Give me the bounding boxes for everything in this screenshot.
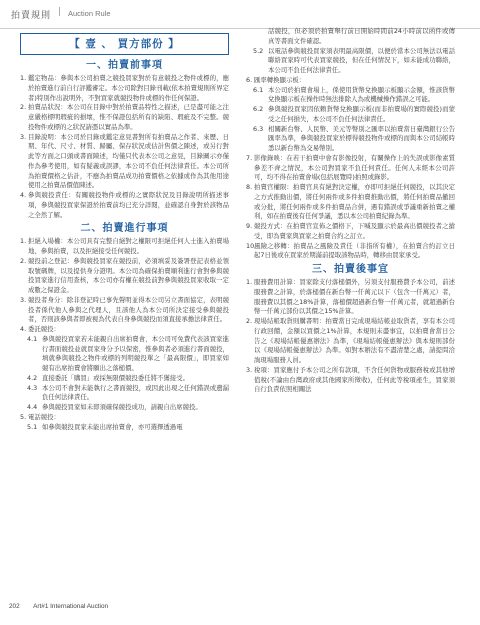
item-text: 風險之移轉：拍賣品之風險及責任（非指所有權），在拍賣合約訂立日起7日後或在買家於期滿前提取該物品時，轉移由買家承受。 (254, 241, 455, 260)
item-text: 競投方式：在拍賣官宣佈之價格下，下喊及顯示於最高出價競投者之搶受，即為賣家與買家之拍賣合約之訂立。 (254, 222, 455, 240)
currency-board-subitems (246, 86, 455, 154)
item-text: 鑑定物品：參與本公司拍賣之競投買家對於有意競投之物件或標的，應於拍賣進行前自行評鑑審定。本公司除對目錄刊載(依本拍賣規則所界定者)特別作出說明外，不對買家就競投物件或標的作任何保證。 (28, 74, 229, 102)
item-number: 1. (20, 74, 27, 82)
subitem-number: 4.2 (27, 373, 38, 382)
left-column (20, 27, 229, 432)
rule-item (246, 183, 455, 222)
subitem-text: 參與競投買家若未能親自出席拍賣會，本公司可免費代表該買家進行書面競投並就買家身分予以保密，惟參與者必須進行書面競投，填就參與競投之物件或標的列明競投單之「最高限價」，即買家如競有出席拍賣會將願出之落槌價。 (42, 334, 229, 372)
subitem-number: 6.3 (253, 124, 264, 133)
header-separator: | (58, 7, 62, 17)
item-text: 委託競投： (28, 325, 60, 333)
subitem-text: 參與競投買家如未即須確保競投成功，請親自出席競投。 (42, 403, 202, 411)
rule-item (246, 154, 455, 183)
item-number: 9. (246, 222, 253, 230)
rule-subitem (20, 423, 229, 433)
item-number: 4. (20, 191, 27, 199)
rule-subitem (20, 384, 229, 404)
item-text: 現場結帳取貨則購書明：拍賣當日完成現場結帳並取貨者，享有本公司行政回饋，金額以買價之1%計算，本規則未盡事宜，以拍賣會當日公告之《現場結帳優惠辦法》為準，《現場結帳優惠辦法》與本規則部份以《現場結帳優惠辦法》為準。如對本辦法有不盡清楚之處，請提問洽詢現場服務人員。 (254, 317, 455, 364)
rule-subitem (246, 125, 455, 154)
rule-item (246, 278, 455, 317)
rule-subitem (20, 403, 229, 413)
subitem-number: 4.4 (27, 403, 38, 411)
rule-item (246, 317, 455, 366)
rule-item (20, 325, 229, 335)
commission-bid-subitems (20, 335, 229, 413)
item-number: 6. (246, 75, 253, 84)
rule-item (246, 76, 455, 86)
rule-item (20, 413, 229, 423)
item-number: 2. (20, 103, 27, 112)
item-text: 拍賣官權限：拍賣官具有絕對決定權，亦即可拒絕任何競投，以其決定之方式推動出價，將任何兩件或多件拍賣推動出價，將任何拍賣品撤回或分批，將任何兩件或多件拍賣品合併，遇有錯誤或爭議重新拍賣之權利，如在拍賣後有任何爭議，悉以本公司拍賣紀錄為準。 (254, 183, 455, 221)
subitem-text: 相關新台幣、人民幣、美元等幣別之匯率以拍賣當日臺灣銀行公告匯率為準，參與競投買家於標得競投物件或標的而與本公司結帳時悉以新台幣為交易幣別。 (268, 124, 455, 152)
item-text: 拒絕入場權：本公司具有完整自絕對之權限可拒絕任何人士進入拍賣場地、參與拍賣，以及拒絕接受任何競投。 (28, 237, 229, 255)
footer-org: Art#1 International Auction (33, 603, 109, 610)
section-title-after: 三、拍賣後事宜 (312, 264, 389, 275)
subitem-number: 5.1 (27, 422, 38, 431)
item-number: 3. (20, 295, 27, 304)
item-number: 8. (246, 183, 253, 191)
item-number: 10. (246, 241, 257, 250)
item-number: 1. (20, 237, 27, 246)
rule-subitem (246, 47, 455, 76)
rule-item (20, 237, 229, 257)
subitem-text: 本公司不會對未能執行之書面競投，或因此出現之任何錯誤或遺漏負任何法律責任。 (42, 383, 229, 402)
page-number: 202 (9, 603, 20, 610)
header-section-cn: 拍賣規則 (11, 11, 52, 21)
item-number: 2. (246, 317, 253, 325)
subitem-number: 5.2 (253, 46, 264, 55)
section-title-during: 二、拍賣進行事項 (80, 223, 169, 235)
rule-item (20, 296, 229, 325)
subitem-text: 本公司於拍賣會場上，係使用貨幣兌換顯示板顯示金額，惟該貨幣兌換顯示板在操作時無法排除人為或機械操作錯誤之可能。 (268, 85, 455, 104)
subitem-number: 6.2 (253, 105, 264, 113)
subitem-number: 4.3 (27, 383, 38, 392)
subitem-number: 4.1 (27, 334, 38, 343)
page-footer (9, 603, 108, 610)
before-items (20, 74, 229, 220)
after-items (246, 278, 455, 395)
item-text: 拍賣品狀況：本公司在目錄中對於拍賣品特性之描述，已是盡可能之注意嚴格標明瑕疵的損壞，惟不保證包括所有的缺陷、瑕疵及不完整。競投物件或標的之狀況請憑以實品為準。 (28, 103, 229, 131)
subitem-text: 如參與競投買家未能出席拍賣會，亦可選擇透過電 (42, 422, 183, 431)
rule-item (20, 103, 229, 132)
item-number: 3. (246, 365, 253, 374)
rule-subitem (246, 105, 455, 125)
rule-subitem (20, 335, 229, 374)
item-text: 參與競投責任：有關競投物件或標的之實際狀況及目錄說明所描述事項，參與競投買家保證於拍賣前均已充分詳閱，並確認自身對於該物品之全然了解。 (28, 191, 229, 219)
rule-item (20, 74, 229, 103)
more-during-items (246, 154, 455, 261)
phone-bid-subitems (246, 47, 455, 76)
item-number: 7. (246, 153, 253, 162)
subitem-text: 以電話參與競投買家須表明最高限價，以便於當本公司無法以電話聯絡買家時可代表買家競投，但在任何情況下，如未能成功聯絡，本公司不負任何法律責任。 (268, 46, 455, 74)
rule-item (20, 257, 229, 296)
right-column (246, 27, 455, 395)
main-title: 【 壹 、 買方部份 】 (20, 33, 229, 55)
subitem-text: 參與競投買家因依賴貨幣兌換顯示板(而非拍賣場的實際競投)而蒙受之任何損失，本公司不負任何法律責任。 (268, 105, 455, 123)
rule-item (20, 191, 229, 220)
item-text: 稅項：買家應付予本公司之所有款項，不含任何貨物或服務稅或其他增值稅(不論由台灣政府或其他國家所徵收)，任何此等稅項產生，買家須自行負責依照相關法 (254, 365, 455, 394)
item-text: 競投者身分：除非登記時已事先聲明並得本公司另立書面協定，表明競投者係代他人參與之代理人，且該他人為本公司所決定接受參與競投者，否則該參與者即被視為代表自身參與競投而須直接承擔法律責任。 (28, 295, 229, 324)
item-number: 2. (20, 256, 27, 265)
item-text: 服務費用計算：買家除支付落槌價外，另須支付服務費予本公司，前述服務費之計算，於落槌價在新台幣一仟萬元以下（包含一仟萬元）者，服務費以其價之18%計算，落槌價超過新台幣一仟萬元者，就超過新台幣一仟萬元部份以其價之15%計算。 (254, 278, 455, 316)
item-text: 影像錄映：在若干拍賣中會有影像投射，有關操作上的失誤或影像素質參差不齊之情況，本公司對買家不負任何責任。任何人未經本公司許可，均不得在拍賣會場(包括展覽時)拍照或錄影。 (254, 153, 455, 182)
rule-item (246, 366, 455, 395)
rule-item (246, 222, 455, 242)
during-items (20, 237, 229, 335)
item-number: 1. (246, 278, 253, 286)
header-section-en: Auction Rule (68, 9, 111, 18)
continued-text: 話競投，但必須於拍賣舉行前日開始時間前24小時前以函件或傳真等書面文件確認。 (268, 27, 455, 45)
page-header (0, 0, 480, 29)
item-text: 目錄說明：本公司於目錄或鑑定意見書對所有拍賣品之作者、來歷、日期、年代、尺寸、材質、歸屬、保存狀況或估計售價之陳述，或另行對此等方面之口頭或書面陳述，均僅只代表本公司之意見，目錄圖示亦僅作為參考使用，如有疑義或誤謬，本公司不負任何法律責任。本公司所為拍賣價格之估計，不應為拍賣品成功拍賣價格之依據或作為其他用途使用之拍賣品價值陳述。 (28, 132, 229, 190)
rule-subitem (246, 86, 455, 106)
rule-item (246, 242, 455, 262)
item-text: 競投前之登記：參與競投買家在競投前，必須填妥及簽署登記表格並領取號碼牌，以及提供身分證明。本公司為確保拍賣順利進行會對參與競投買家進行信用查核，本公司亦有權在競投前對參與競投買家收取一定成數之保證金。 (28, 256, 229, 294)
item-number: 3. (20, 132, 27, 141)
item-text: 電話競投： (28, 412, 60, 421)
rule-item (20, 133, 229, 192)
rule-subitem (20, 374, 229, 384)
item-number: 4. (20, 325, 27, 333)
item-number: 5. (20, 412, 27, 421)
subitem-text: 直接委託「購買」或採無限價競投委任將不獲接受。 (42, 373, 189, 382)
section-title-before: 一、拍賣前事項 (86, 60, 163, 71)
item-text: 匯率轉換顯示板： (254, 75, 306, 84)
subitem-number: 6.1 (253, 85, 264, 94)
